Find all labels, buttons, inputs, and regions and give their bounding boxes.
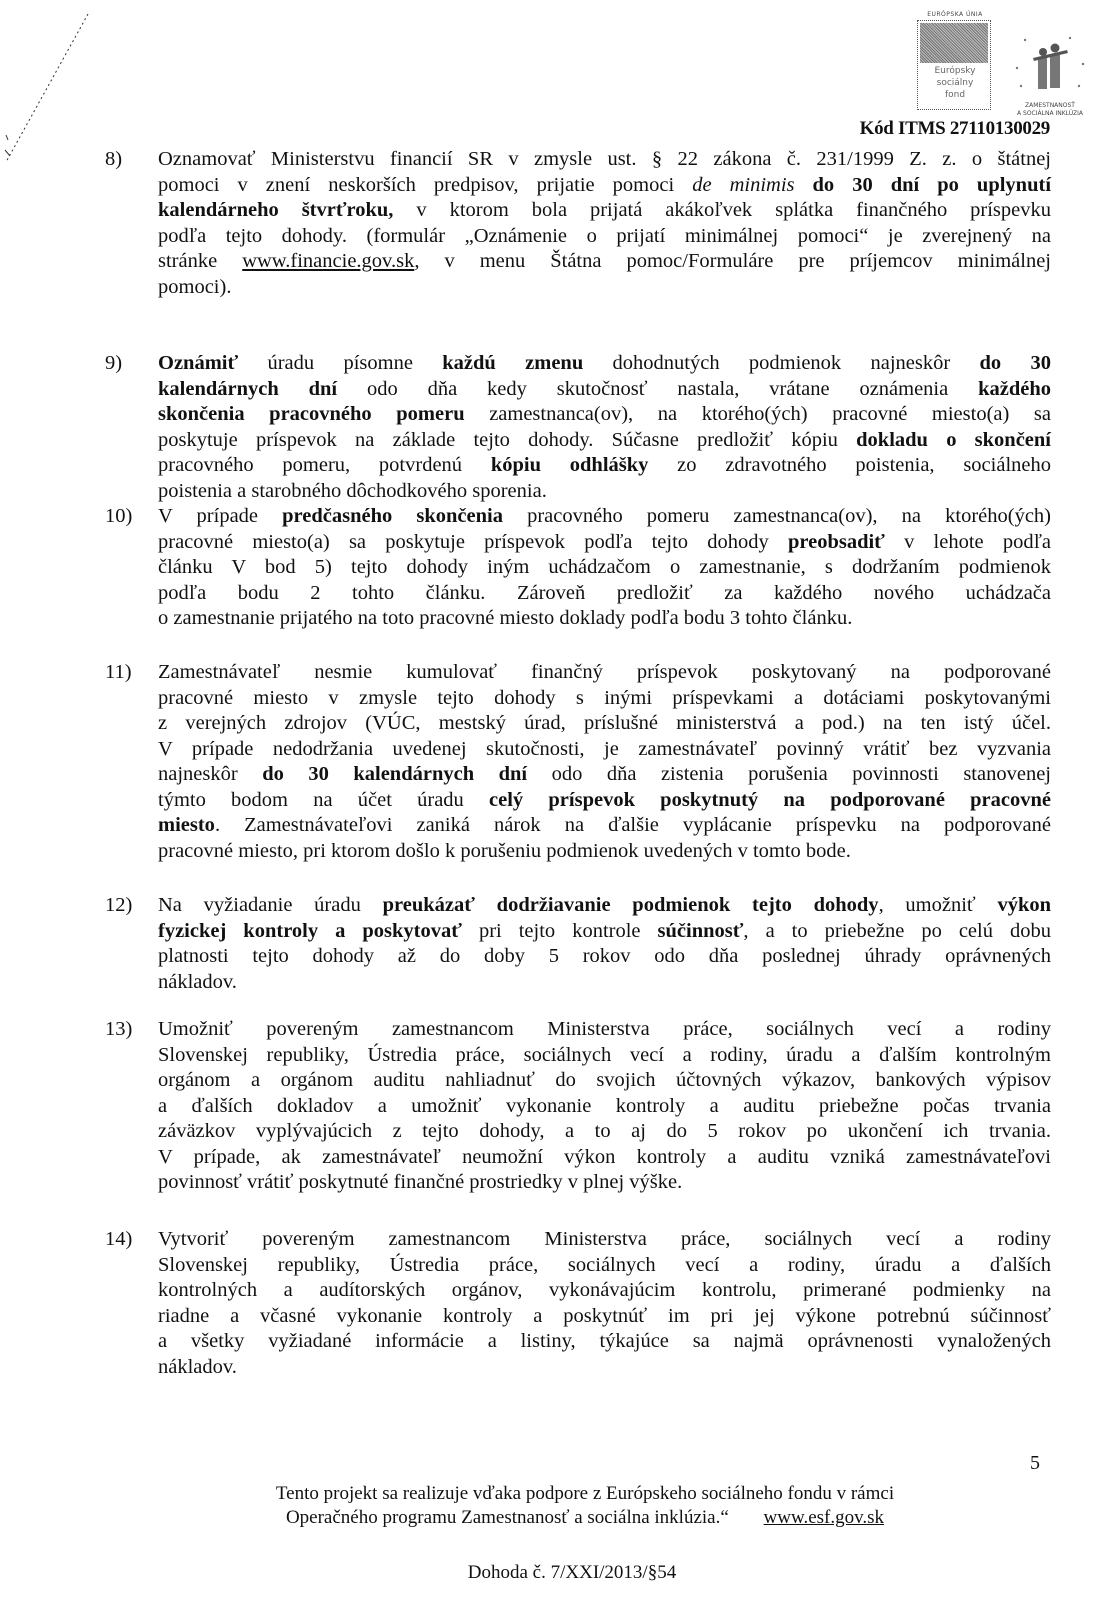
eu-flag-icon	[920, 23, 988, 63]
text-segment: článku V bod 5) tejto dohody iným uchádzačom o zamestnanie, s dodržaním podmienok	[158, 556, 1051, 578]
text-segment: pri tejto kontrole	[461, 919, 658, 942]
text-segment: de minimis	[692, 173, 795, 196]
text-segment: výkon	[997, 894, 1051, 916]
text-segment: každého	[978, 377, 1051, 400]
item-text-line	[158, 1120, 1051, 1142]
text-segment	[795, 174, 813, 196]
text-segment: úradu písomne	[238, 352, 443, 374]
text-segment: a ďalších dokladov a umožniť vykonanie kontroly a auditu priebežne počas trvania	[158, 1094, 1051, 1117]
item-text-line	[158, 174, 1051, 196]
item-text-line	[158, 1305, 1051, 1327]
item-text-line	[158, 738, 1051, 760]
text-segment: zamestnanca(ov), na ktorého(ých) pracovné miesto(a) sa	[464, 403, 1051, 425]
scan-artifact-line	[0, 0, 120, 180]
item-text-line	[158, 1018, 1051, 1040]
text-segment: kalendárnych dní	[158, 377, 338, 400]
text-segment: Oznámiť	[158, 352, 239, 374]
text-segment: , a to priebežne po celú dobu	[743, 919, 1051, 942]
people-icon	[1005, 30, 1095, 102]
text-segment: kalendárneho štvrťroku,	[158, 199, 394, 221]
item-text-line	[158, 1254, 1051, 1276]
item-text-line	[158, 971, 1051, 993]
text-segment: poistenia a starobného dôchodkového sporenia.	[158, 479, 547, 502]
item-text-line	[158, 276, 1051, 298]
item-text-line	[158, 531, 1051, 553]
item-text-line	[158, 352, 1051, 374]
text-segment: pracovné miesto, pri ktorom došlo k porušeniu podmienok uvedených v tomto bode.	[158, 839, 851, 862]
footer-note-line-2: Operačného programu Zamestnanosť a sociálna inklúzia.“	[285, 1507, 729, 1528]
item-text-line	[158, 225, 1051, 247]
item-text-line	[158, 556, 1051, 578]
item-text-line	[158, 607, 1051, 629]
item-text-line	[158, 1356, 1051, 1378]
text-segment: kópiu odhlášky	[490, 454, 649, 476]
item-text-line	[158, 1279, 1051, 1301]
item-number: 8)	[105, 148, 123, 170]
list-item	[105, 661, 1055, 865]
item-number: 11)	[105, 661, 132, 683]
text-segment: týmto bodom na účet úradu	[158, 788, 490, 811]
text-segment: v lehote podľa	[884, 530, 1051, 553]
text-segment: fyzickej kontroly a poskytovať	[158, 919, 462, 942]
list-item	[105, 148, 1055, 301]
item-text-line	[158, 582, 1051, 604]
eu-label: EURÓPSKA ÚNIA	[927, 11, 983, 18]
text-segment: Umožniť povereným zamestnancom Ministerstva práce, sociálnych vecí a rodiny	[158, 1018, 1051, 1040]
text-segment: celý príspevok poskytnutý na podporované pracovné	[489, 788, 1051, 811]
text-segment: a všetky vyžiadané informácie a listiny, týkajúce sa najmä oprávnenosti vynaložených	[158, 1330, 1051, 1352]
text-segment: povinnosť vrátiť poskytnuté finančné prostriedky v plnej výške.	[158, 1171, 683, 1193]
item-text-line	[158, 1330, 1051, 1352]
esf-logo-text: Európsky sociálny fond	[934, 66, 976, 100]
text-segment: pracovné miesto(a) sa poskytuje príspevok podľa tejto dohody	[158, 530, 788, 553]
text-segment: miesto	[158, 814, 215, 836]
text-segment: , v menu Štátna pomoc/Formuláre pre príjemcov minimálnej	[414, 250, 1052, 272]
text-segment: Na vyžiadanie úradu	[158, 894, 383, 916]
item-number: 14)	[105, 1228, 133, 1250]
text-segment: zo zdravotného poistenia, sociálneho	[648, 454, 1051, 476]
text-segment: poskytuje príspevok na základe tejto dohody. Súčasne predložiť kópiu	[158, 428, 857, 451]
item-text-line	[158, 814, 1051, 836]
text-segment: skončenia pracovného pomeru	[158, 403, 465, 425]
text-segment: riadne a včasné vykonanie kontroly a poskytnúť im pri jej výkone potrebnú súčinnosť	[158, 1304, 1051, 1327]
text-segment: pracovného pomeru zamestnanca(ov), na ktorého(ých)	[502, 505, 1051, 527]
item-text-line	[158, 920, 1051, 942]
text-segment: Oznamovať Ministerstvu financií SR v zmysle ust. § 22 zákona č. 231/1999 Z. z. o štátnej	[158, 148, 1051, 170]
text-segment: súčinnosť	[657, 919, 744, 942]
esf-logo	[917, 11, 991, 110]
item-text-line	[158, 454, 1051, 476]
item-text-line	[158, 763, 1051, 785]
esf-website-link[interactable]: www.esf.gov.sk	[763, 1507, 885, 1528]
list-item	[105, 1228, 1055, 1381]
header-logos	[905, 10, 1095, 120]
list-item	[105, 1018, 1055, 1197]
text-segment: Vytvoriť povereným zamestnancom Ministerstva práce, sociálnych vecí a rodiny	[158, 1228, 1051, 1250]
text-segment: platnosti tejto dohody až do doby 5 rokov odo dňa poslednej úhrady oprávnených	[158, 945, 1051, 967]
text-segment: odo dňa zistenia porušenia povinnosti stanovenej	[527, 763, 1051, 785]
list-item	[105, 505, 1055, 633]
item-text-line	[158, 199, 1051, 221]
text-segment: nákladov.	[158, 970, 237, 993]
item-text-line	[158, 1146, 1051, 1168]
itms-code: Kód ITMS 27110130029	[859, 118, 1050, 139]
item-number: 9)	[105, 352, 123, 374]
item-text-line	[158, 148, 1051, 170]
item-text-line	[158, 1095, 1051, 1117]
text-segment: nákladov.	[158, 1355, 237, 1378]
item-text-line	[158, 1044, 1051, 1066]
text-segment: v ktorom bola prijatá akákoľvek splátka finančného príspevku	[393, 199, 1051, 221]
text-segment: . Zamestnávateľovi zaniká nárok na ďalšie vyplácanie príspevku na podporované	[214, 814, 1051, 836]
agreement-number: Dohoda č. 7/XXI/2013/§54	[467, 1562, 677, 1583]
financie-website-link[interactable]: www.financie.gov.sk	[242, 250, 415, 272]
text-segment: pracovné miesto v zmysle tejto dohody s inými príspevkami a dotáciami poskytovanými	[158, 686, 1051, 709]
text-segment: najneskôr	[158, 763, 263, 785]
employment-program-caption: ZAMESTNANOSŤ A SOCIÁLNA INKLÚZIA	[1017, 102, 1083, 117]
text-segment: podľa tejto dohody. (formulár „Oznámenie o prijatí minimálnej pomoci“ je zverejnený na	[158, 224, 1051, 247]
item-number: 12)	[105, 894, 133, 916]
item-text-line	[158, 505, 1051, 527]
item-text-line	[158, 429, 1051, 451]
item-text-line	[158, 378, 1051, 400]
text-segment: kontrolných a audítorských orgánov, vykonávajúcim kontrolu, primerané podmienky na	[158, 1279, 1051, 1301]
item-text-line	[158, 1069, 1051, 1091]
item-text-line	[158, 945, 1051, 967]
item-text-line	[158, 894, 1051, 916]
text-segment: predčasného skončenia	[282, 505, 503, 527]
item-text-line	[158, 1171, 1051, 1193]
text-segment: Slovenskej republiky, Ústredia práce, sociálnych vecí a rodiny, úradu a ďalším kontrolným	[158, 1043, 1051, 1066]
item-text-line	[158, 789, 1051, 811]
text-segment: stránke	[158, 250, 243, 272]
text-segment: preobsadiť	[787, 530, 885, 553]
item-text-line	[158, 480, 1051, 502]
text-segment: dohodnutých podmienok najneskôr	[583, 352, 980, 374]
text-segment: z verejných zdrojov (VÚC, mestský úrad, príslušné ministerstvá a pod.) na ten istý účel.	[158, 712, 1051, 734]
text-segment: záväzkov vyplývajúcich z tejto dohody, a to aj do 5 rokov po ukončení ich trvania.	[158, 1120, 1051, 1142]
text-segment: , umožniť	[878, 894, 998, 916]
text-segment: V prípade, ak zamestnávateľ neumožní výkon kontroly a auditu vzniká zamestnávateľovi	[158, 1145, 1051, 1168]
list-item	[105, 894, 1055, 996]
text-segment: preukázať dodržiavanie podmienok tejto dohody	[382, 894, 879, 916]
text-segment: dokladu o skončení	[856, 428, 1052, 451]
item-text-line	[158, 1228, 1051, 1250]
text-segment: o zamestnanie prijatého na toto pracovné miesto doklady podľa bodu 3 tohto článku.	[158, 607, 853, 629]
text-segment: orgánom a orgánom auditu nahliadnuť do svojich účtovných výkazov, bankových výpisov	[158, 1069, 1051, 1091]
item-text-line	[158, 840, 1051, 862]
text-segment: do 30 kalendárnych dní	[262, 763, 528, 785]
text-segment: do 30	[979, 352, 1051, 374]
text-segment: pracovného pomeru, potvrdenú	[158, 454, 491, 476]
item-number: 10)	[105, 505, 133, 527]
employment-program-logo	[1005, 30, 1095, 120]
item-text-line	[158, 687, 1051, 709]
text-segment: pomoci v znení neskorších predpisov, prijatie pomoci	[158, 173, 693, 196]
text-segment: odo dňa kedy skutočnosť nastala, vrátane oznámenia	[337, 377, 979, 400]
text-segment: pomoci).	[158, 275, 232, 298]
text-segment: do 30 dní po uplynutí	[812, 173, 1052, 196]
footer-note-line-1: Tento projekt sa realizuje vďaka podpore z Európskeho sociálneho fondu v rámci	[275, 1483, 895, 1504]
footer-note	[240, 1482, 930, 1530]
item-text-line	[158, 403, 1051, 425]
text-segment: každú zmenu	[442, 352, 584, 374]
text-segment: Slovenskej republiky, Ústredia práce, sociálnych vecí a rodiny, úradu a ďalších	[158, 1253, 1051, 1276]
item-text-line	[158, 712, 1051, 734]
text-segment: V prípade	[158, 505, 283, 527]
text-segment: Zamestnávateľ nesmie kumulovať finančný príspevok poskytovaný na podporované	[158, 661, 1051, 683]
item-number: 13)	[105, 1018, 133, 1040]
text-segment: V prípade nedodržania uvedenej skutočnosti, je zamestnávateľ povinný vrátiť bez vyzvania	[158, 737, 1051, 760]
item-text-line	[158, 250, 1051, 272]
item-text-line	[158, 661, 1051, 683]
list-item	[105, 352, 1055, 505]
text-segment: podľa bodu 2 tohto článku. Zároveň predložiť za každého nového uchádzača	[158, 581, 1051, 604]
page-number: 5	[1030, 1452, 1040, 1474]
